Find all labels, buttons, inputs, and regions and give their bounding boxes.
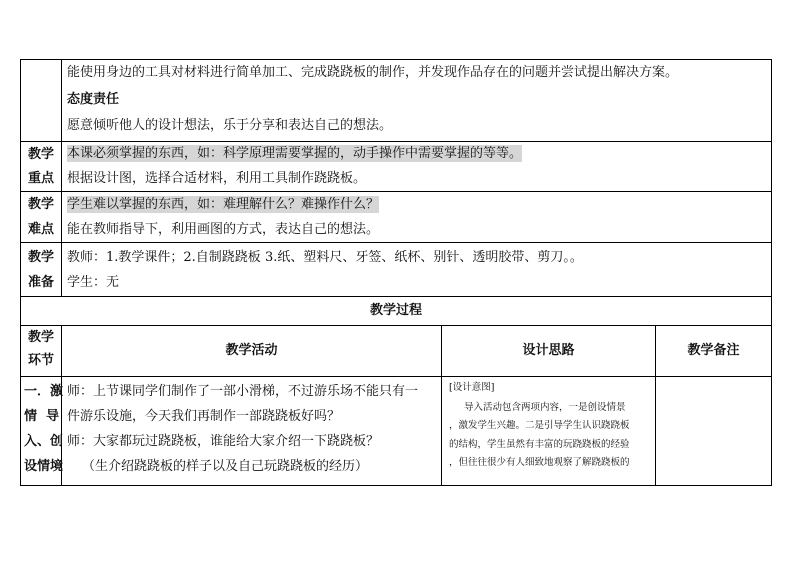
process-title: 教学过程	[369, 303, 422, 318]
activity-line: 师：大家都玩过跷跷板，谁能给大家介绍一下跷跷板？	[67, 434, 380, 449]
key-points-label-2: 重点	[27, 171, 54, 186]
teacher-preparation: 教师：1.教学课件；2.自制跷跷板 3.纸、塑料尺、牙签、纸杯、别针、透明胶带、剪刀。。	[67, 250, 583, 265]
design-intent-heading: [设计意图]	[449, 382, 495, 393]
student-preparation: 学生：无	[67, 275, 120, 290]
stage1-label-line4: 设情境	[24, 459, 64, 474]
difficulties-label-1: 教学	[27, 197, 54, 212]
attitude-objective-text: 愿意倾听他人的设计想法，乐于分享和表达自己的想法。	[67, 118, 393, 133]
key-points-text: 根据设计图，选择合适材料，利用工具制作跷跷板。	[67, 171, 367, 186]
design-line: ，但往往很少有人细致地观察了解跷跷板的	[449, 457, 630, 468]
difficulties-text: 能在教师指导下，利用画图的方式，表达自己的想法。	[67, 222, 380, 237]
activity-line: 件游乐设施，今天我们再制作一部跷跷板好吗？	[67, 409, 341, 424]
activity-line: （生介绍跷跷板的样子以及自己玩跷跷板的经历）	[82, 459, 369, 474]
col-activity-header: 教学活动	[225, 343, 278, 358]
skill-objective-text: 能使用身边的工具对材料进行简单加工、完成跷跷板的制作，并发现作品存在的问题并尝试提出解决方案。	[67, 65, 679, 80]
attitude-heading: 态度责任	[67, 92, 120, 107]
key-points-hint: 本课必须掌握的东西，如：科学原理需要掌握的，动手操作中需要掌握的等等。	[67, 146, 523, 161]
design-line: ，激发学生兴趣。二是引导学生认识跷跷板	[449, 420, 630, 431]
design-line: 导入活动包含两项内容，一是创设情景	[464, 402, 626, 413]
difficulties-hint: 学生难以掌握的东西，如：难理解什么？难操作什么？	[67, 197, 380, 212]
stage1-label-line1: 一．激	[24, 384, 64, 399]
preparation-label-1: 教学	[27, 250, 54, 265]
difficulties-label-2: 难点	[27, 222, 54, 237]
design-line: 的结构，学生虽然有丰富的玩跷跷板的经验	[449, 439, 630, 450]
col-notes-header: 教学备注	[687, 343, 740, 358]
col-design-header: 设计思路	[522, 343, 575, 358]
stage1-label-line3: 入、创	[24, 434, 64, 449]
col-stage-label-1: 教学	[27, 330, 54, 345]
col-stage-label-2: 环节	[27, 353, 54, 368]
key-points-label-1: 教学	[27, 147, 54, 162]
activity-line: 师：上节课同学们制作了一部小滑梯，不过游乐场不能只有一	[67, 384, 419, 399]
stage1-label-line2: 情 导	[24, 409, 60, 424]
preparation-label-2: 准备	[27, 275, 54, 290]
